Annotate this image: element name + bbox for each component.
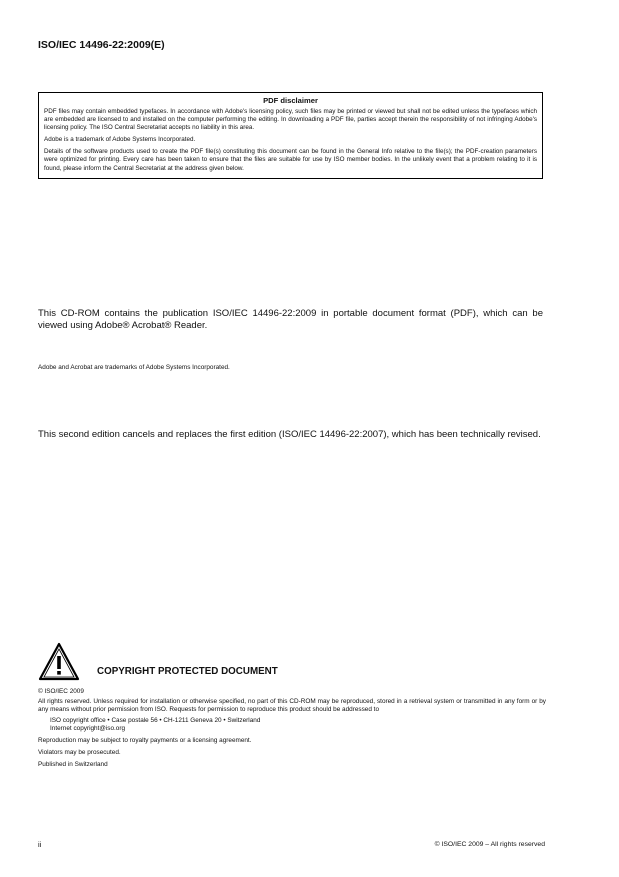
pdf-disclaimer-box: [38, 92, 543, 179]
violators-paragraph: Violators may be prosecuted.: [38, 749, 121, 757]
footer-rights: © ISO/IEC 2009 – All rights reserved: [434, 841, 545, 848]
page-number: ii: [38, 840, 42, 849]
document-id: ISO/IEC 14496-22:2009(E): [38, 39, 165, 51]
copyright-office-address: ISO copyright office • Case postale 56 • CH-1211 Geneva 20 • Switzerland: [50, 716, 261, 724]
trademark-paragraph: Adobe and Acrobat are trademarks of Adobe Systems Incorporated.: [38, 364, 230, 371]
copyright-block: [38, 688, 546, 772]
disclaimer-paragraph: Details of the software products used to create the PDF file(s) constituting this document can be found in the General Info relative to the file(s); the PDF-creation parameters were optimized for printing. Every care has been taken to ensure that the files are suitable for use by ISO member bodies. In the unlikely event that a problem relating to it is found, please inform the Central Secretariat at the address given below.: [44, 148, 537, 172]
copyright-year: © ISO/IEC 2009: [38, 688, 84, 695]
rights-paragraph: All rights reserved. Unless required for installation or otherwise specified, no part of this CD-ROM may be reproduced, stored in a retrieval system or transmitted in any form or by any means without prior permission from ISO. Requests for permission to reproduce this product should be addressed to: [38, 698, 546, 714]
disclaimer-title: PDF disclaimer: [263, 96, 318, 105]
edition-paragraph: This second edition cancels and replaces the first edition (ISO/IEC 14496-22:2007), which has been technically revised.: [38, 429, 541, 440]
published-paragraph: Published in Switzerland: [38, 761, 108, 769]
disclaimer-paragraph: Adobe is a trademark of Adobe Systems Incorporated.: [44, 136, 196, 144]
copyright-internet: Internet copyright@iso.org: [50, 724, 126, 732]
warning-triangle-icon: [38, 642, 80, 682]
disclaimer-paragraph: PDF files may contain embedded typefaces. In accordance with Adobe's licensing policy, such files may be printed or viewed but shall not be edited unless the typefaces which are embedded are licensed to and installed on the computer performing the editing. In downloading a PDF file, parties accept therein the responsibility of not infringing Adobe's licensing policy. The ISO Central Secretariat accepts no liability in this area.: [44, 108, 537, 132]
copyright-title: COPYRIGHT PROTECTED DOCUMENT: [97, 666, 278, 677]
royalty-paragraph: Reproduction may be subject to royalty payments or a licensing agreement.: [38, 737, 252, 745]
cdrom-paragraph: This CD-ROM contains the publication ISO/IEC 14496-22:2009 in portable document format (PDF), which can be viewed using Adobe® Acrobat® Reader.: [38, 308, 543, 331]
